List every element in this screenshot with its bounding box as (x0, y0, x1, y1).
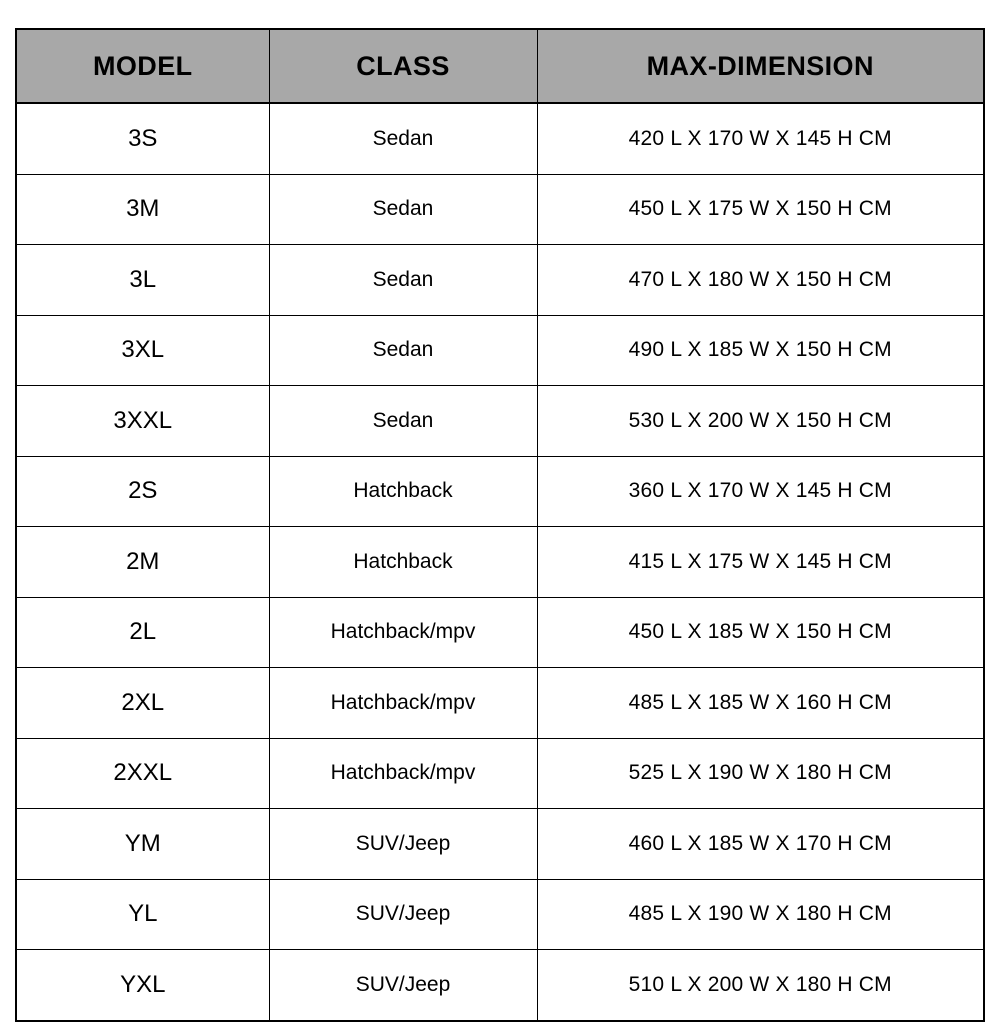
vehicle-size-table (15, 28, 985, 1022)
cell-model: 3S (16, 103, 269, 174)
cell-model: 2S (16, 456, 269, 527)
table-row (16, 879, 984, 950)
table-row (16, 738, 984, 809)
cell-dimension: 525 L X 190 W X 180 H CM (537, 738, 984, 809)
cell-model: YM (16, 809, 269, 880)
column-header-max-dimension: MAX-DIMENSION (537, 29, 984, 103)
cell-dimension: 490 L X 185 W X 150 H CM (537, 315, 984, 386)
cell-class: Sedan (269, 386, 537, 457)
table-row (16, 456, 984, 527)
cell-class: Hatchback/mpv (269, 738, 537, 809)
cell-model: 3L (16, 245, 269, 316)
cell-dimension: 470 L X 180 W X 150 H CM (537, 245, 984, 316)
cell-dimension: 485 L X 185 W X 160 H CM (537, 668, 984, 739)
cell-model: YL (16, 879, 269, 950)
cell-model: 3M (16, 174, 269, 245)
cell-class: Sedan (269, 103, 537, 174)
table-row (16, 245, 984, 316)
table-header-row (16, 29, 984, 103)
cell-model: 2XL (16, 668, 269, 739)
column-header-model: MODEL (16, 29, 269, 103)
cell-dimension: 420 L X 170 W X 145 H CM (537, 103, 984, 174)
cell-dimension: 415 L X 175 W X 145 H CM (537, 527, 984, 598)
cell-model: 2L (16, 597, 269, 668)
cell-class: SUV/Jeep (269, 809, 537, 880)
cell-class: Hatchback/mpv (269, 597, 537, 668)
table-row (16, 668, 984, 739)
cell-model: 2M (16, 527, 269, 598)
table-row (16, 950, 984, 1021)
cell-class: SUV/Jeep (269, 950, 537, 1021)
table-row (16, 527, 984, 598)
cell-dimension: 530 L X 200 W X 150 H CM (537, 386, 984, 457)
cell-class: Sedan (269, 245, 537, 316)
cell-class: Sedan (269, 174, 537, 245)
table-row (16, 103, 984, 174)
table-row (16, 174, 984, 245)
cell-model: 3XXL (16, 386, 269, 457)
cell-dimension: 460 L X 185 W X 170 H CM (537, 809, 984, 880)
column-header-class: CLASS (269, 29, 537, 103)
cell-class: SUV/Jeep (269, 879, 537, 950)
cell-dimension: 450 L X 175 W X 150 H CM (537, 174, 984, 245)
table-row (16, 386, 984, 457)
table-header (16, 29, 984, 103)
cell-dimension: 485 L X 190 W X 180 H CM (537, 879, 984, 950)
table-row (16, 597, 984, 668)
table-row (16, 315, 984, 386)
cell-dimension: 510 L X 200 W X 180 H CM (537, 950, 984, 1021)
cell-class: Hatchback (269, 527, 537, 598)
cell-dimension: 450 L X 185 W X 150 H CM (537, 597, 984, 668)
table-row (16, 809, 984, 880)
cell-model: 2XXL (16, 738, 269, 809)
cell-model: YXL (16, 950, 269, 1021)
cell-dimension: 360 L X 170 W X 145 H CM (537, 456, 984, 527)
table-body (16, 103, 984, 1021)
cell-class: Hatchback/mpv (269, 668, 537, 739)
cell-class: Sedan (269, 315, 537, 386)
cell-model: 3XL (16, 315, 269, 386)
cell-class: Hatchback (269, 456, 537, 527)
